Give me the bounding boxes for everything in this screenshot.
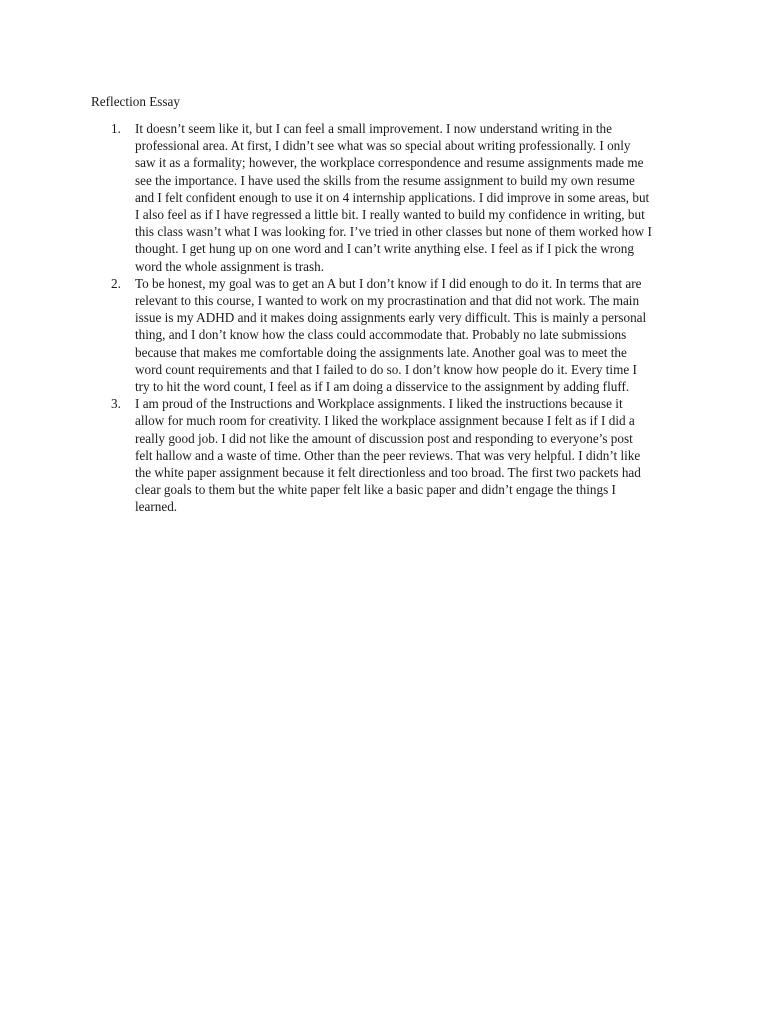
text-line: relevant to this course, I wanted to work on my procrastination and that did not work. The main (135, 293, 640, 309)
list-item (0, 120, 768, 275)
text-line: this class wasn’t what I was looking for. I’ve tried in other classes but none of them worked how I (135, 224, 652, 240)
document-title: Reflection Essay (91, 94, 180, 109)
item-number: 1. (111, 121, 121, 136)
item-text (135, 275, 695, 395)
text-line: clear goals to them but the white paper felt like a basic paper and didn’t engage the things I (135, 482, 616, 498)
text-line: thought. I get hung up on one word and I can’t write anything else. I feel as if I pick the wrong (135, 241, 634, 257)
text-line: felt hallow and a waste of time. Other than the peer reviews. That was very helpful. I didn’t like (135, 447, 641, 463)
text-line: I am proud of the Instructions and Workplace assignments. I liked the instructions because it (135, 396, 623, 412)
item-number: 3. (111, 396, 121, 412)
text-line: To be honest, my goal was to get an A but I don’t know if I did enough to do it. In terms that are (135, 275, 642, 291)
text-line: see the importance. I have used the skills from the resume assignment to build my own resume (135, 172, 635, 188)
text-line: issue is my ADHD and it makes doing assignments early very difficult. This is mainly a personal (135, 310, 647, 326)
text-line: thing, and I don’t know how the class could accommodate that. Probably no late submissions (135, 327, 627, 343)
item-text (135, 120, 695, 275)
text-line: learned. (135, 499, 178, 515)
text-line: and I felt confident enough to use it on 4 internship applications. I did improve in some areas, but (135, 189, 650, 205)
text-line: allow for much room for creativity. I liked the workplace assignment because I felt as if I did a (135, 413, 635, 429)
text-line: professional area. At first, I didn’t see what was so special about writing professionally. I only (135, 138, 631, 154)
text-line: because that makes me comfortable doing the assignments late. Another goal was to meet the (135, 344, 627, 360)
text-line: really good job. I did not like the amount of discussion post and responding to everyone’s post (135, 430, 633, 446)
text-line: I also feel as if I have regressed a little bit. I really wanted to build my confidence in writing, but (135, 207, 645, 223)
essay-list (0, 120, 768, 516)
text-line: word the whole assignment is trash. (135, 258, 324, 274)
text-line: try to hit the word count, I feel as if I am doing a disservice to the assignment by adding fluff. (135, 379, 630, 395)
item-text (135, 395, 695, 515)
text-line: It doesn’t seem like it, but I can feel a small improvement. I now understand writing in the (135, 121, 612, 136)
text-line: saw it as a formality; however, the workplace correspondence and resume assignments made me (135, 155, 644, 171)
item-number: 2. (111, 275, 121, 291)
text-line: word count requirements and that I failed to do so. I don’t know how people do it. Every time I (135, 361, 637, 377)
list-item (0, 275, 768, 395)
text-line: the white paper assignment because it felt directionless and too broad. The first two packets had (135, 465, 641, 481)
list-item (0, 395, 768, 515)
